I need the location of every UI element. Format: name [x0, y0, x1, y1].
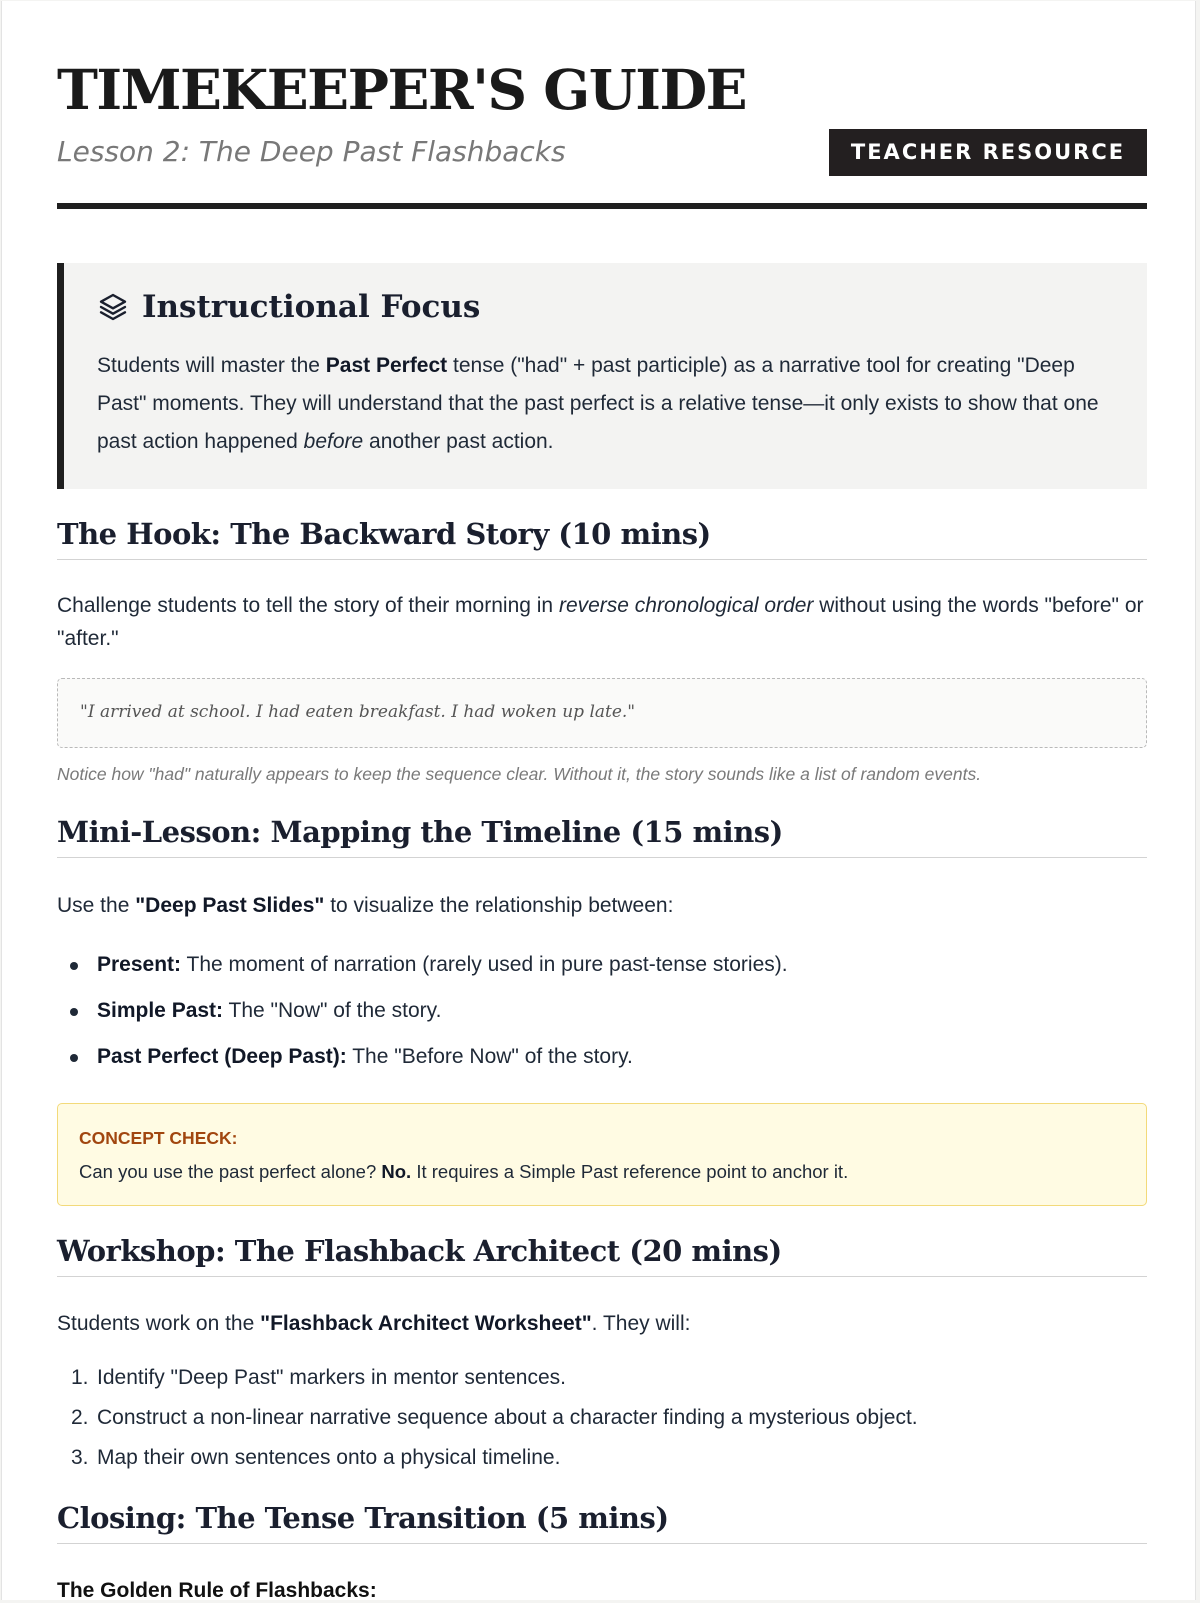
lesson-subtitle: Lesson 2: The Deep Past Flashbacks	[57, 135, 566, 168]
hook-text-part: Challenge students to tell the story of their morning in	[57, 594, 559, 617]
hook-text-part: without using the words "before" or "after."	[57, 594, 1144, 650]
page-title: TIMEKEEPER'S GUIDE	[57, 57, 747, 122]
step-number: 3.	[71, 1446, 89, 1469]
workshop-heading: Workshop: The Flashback Architect (20 mins)	[57, 1234, 1147, 1277]
instructional-focus-title: Instructional Focus	[142, 289, 481, 325]
teacher-resource-badge: TEACHER RESOURCE	[829, 129, 1147, 176]
list-item	[57, 988, 788, 1034]
list-item-term: Present:	[97, 953, 182, 976]
list-item-desc: The moment of narration (rarely used in pure past-tense stories).	[181, 953, 788, 976]
step-text: Map their own sentences onto a physical timeline.	[97, 1446, 561, 1469]
layers-icon	[97, 291, 129, 323]
instructional-focus-text	[97, 347, 1127, 461]
list-item	[57, 1034, 788, 1080]
concept-check-box	[57, 1103, 1147, 1206]
list-item-desc: The "Now" of the story.	[223, 999, 442, 1022]
list-item-term: Simple Past:	[97, 999, 224, 1022]
focus-text-part: tense ("had" + past participle) as a narrative tool for creating "Deep Past" moments. They will understand that the past perfect is a relative tense—it only exists to show that one past action happened	[97, 354, 1099, 453]
concept-check-label: CONCEPT CHECK:	[79, 1128, 238, 1148]
workshop-steps	[57, 1358, 918, 1478]
concept-text-part: It requires a Simple Past reference point to anchor it.	[411, 1161, 849, 1182]
hook-text-italic: reverse chronological order	[558, 594, 814, 617]
workshop-intro	[57, 1307, 1147, 1340]
hook-note: Notice how "had" naturally appears to keep the sequence clear. Without it, the story sounds like a list of random events.	[57, 764, 982, 784]
list-item	[57, 1398, 918, 1438]
focus-text-part: Students will master the	[97, 354, 326, 377]
step-text: Identify "Deep Past" markers in mentor sentences.	[97, 1366, 566, 1389]
concept-text-part: Can you use the past perfect alone?	[79, 1161, 382, 1182]
mini-lesson-intro	[57, 889, 1147, 922]
list-item-desc: The "Before Now" of the story.	[346, 1045, 633, 1068]
focus-text-italic: before	[303, 430, 364, 453]
list-item	[57, 942, 788, 988]
concept-text-bold: No.	[381, 1161, 412, 1182]
focus-text-bold: Past Perfect	[325, 354, 448, 377]
step-number: 2.	[71, 1406, 89, 1429]
concept-check-text	[79, 1161, 848, 1183]
intro-text-part: Students work on the	[57, 1312, 261, 1335]
intro-text-part: . They will:	[591, 1312, 691, 1335]
intro-text-part: to visualize the relationship between:	[324, 894, 674, 917]
list-item-term: Past Perfect (Deep Past):	[97, 1045, 347, 1068]
example-quote-box	[57, 678, 1147, 748]
step-number: 1.	[71, 1366, 89, 1389]
focus-text-part: another past action.	[363, 430, 554, 453]
instructional-focus-box	[57, 263, 1147, 489]
golden-rule-heading: The Golden Rule of Flashbacks:	[57, 1579, 377, 1602]
timeline-list	[57, 942, 788, 1080]
instructional-focus-heading	[97, 289, 480, 325]
hook-paragraph	[57, 589, 1147, 655]
hook-heading: The Hook: The Backward Story (10 mins)	[57, 517, 1147, 560]
mini-lesson-heading: Mini-Lesson: Mapping the Timeline (15 mins)	[57, 815, 1147, 858]
intro-text-bold: "Deep Past Slides"	[135, 894, 325, 917]
example-quote: "I arrived at school. I had eaten breakfast. I had woken up late."	[80, 702, 636, 722]
closing-heading: Closing: The Tense Transition (5 mins)	[57, 1501, 1147, 1544]
list-item	[57, 1358, 918, 1398]
document-page	[1, 1, 1196, 1600]
step-text: Construct a non-linear narrative sequence about a character finding a mysterious object.	[97, 1406, 918, 1429]
header-divider	[57, 203, 1147, 209]
list-item	[57, 1438, 918, 1478]
intro-text-bold: "Flashback Architect Worksheet"	[260, 1312, 592, 1335]
intro-text-part: Use the	[57, 894, 136, 917]
